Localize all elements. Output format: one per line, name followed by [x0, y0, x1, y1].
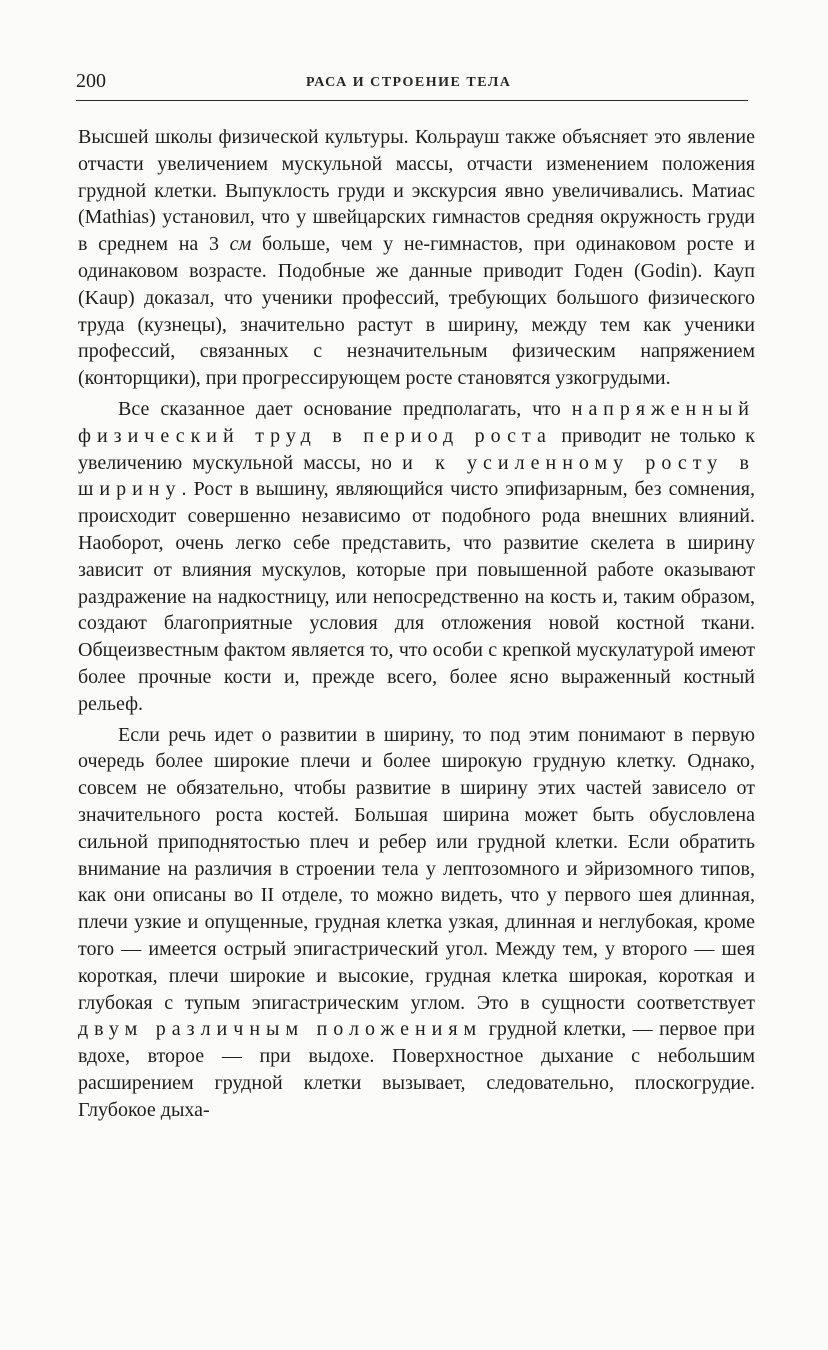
spaced-emphasis: напряженный физический труд в период роста: [78, 397, 755, 447]
paragraph-2: [78, 396, 755, 718]
text-segment: грудной клетки, — первое при вдохе, второе — при выдохе. Поверхностное дыхание с небольшим расширением грудной клетки вызывает, следовательно, плоскогрудие. Глубокое дыха-: [78, 1018, 755, 1121]
text-segment: . Рост в вышину, являющийся чисто эпифизарным, без сомнения, происходит совершенно независимо от подобного рода внешних влияний. Наоборот, очень легко себе представить, что развитие скелета в ширину зависит от влияния мускулов, которые при повышенной работе оказывают раздражение на надкостницу, или непосредственно на кость и, таким образом, создают благоприятные условия для отложения новой костной ткани. Общеизвестным фактом является то, что особи с крепкой мускулатурой имеют более прочные кости и, прежде всего, более ясно выраженный костный рельеф.: [78, 478, 755, 715]
unit-text: см: [229, 233, 252, 256]
spaced-emphasis: двум различным положениям: [78, 1018, 483, 1041]
body-text: [78, 124, 755, 1127]
text-segment: Все сказанное дает основание предполагать, что: [118, 397, 572, 420]
text-segment: Если речь идет о развитии в ширину, то под этим понимают в первую очередь более широкие плечи и более широкую грудную клетку. Однако, совсем не обязательно, чтобы развитие в ширину этих частей зависело от значительного роста костей. Большая ширина может быть обусловлена сильной приподнятостью плеч и ребер или грудной клетки. Если обратить внимание на различия в строении тела у лептозомного и эйризомного типов, как они описаны во II отделе, то можно видеть, что у первого шея длинная, плечи узкие и опущенные, грудная клетка узкая, длинная и неглубокая, кроме того — имеется острый эпигастрический угол. Между тем, у второго — шея короткая, плечи широкие и высокие, грудная клетка широкая, короткая и глубокая с тупым эпигастрическим углом. Это в сущности соответствует: [78, 723, 755, 1014]
paragraph-3: [78, 722, 755, 1124]
spaced-emphasis: и к усиленному росту в ширину: [78, 451, 755, 501]
text-segment: приводит не только к увеличению мускульной массы, но: [78, 424, 755, 474]
running-head: РАСА И СТРОЕНИЕ ТЕЛА: [306, 75, 512, 90]
text-segment: больше, чем у не-гимнастов, при одинаковом росте и одинаковом возрасте. Подобные же данные приводит Годен (Godin). Кауп (Kaup) доказал, что ученики профессий, требующих большого физического труда (кузнецы), значительно растут в ширину, между тем как ученики профессий, связанных с незначительным физическим напряжением (конторщики), при прогрессирующем росте становятся узкогрудыми.: [78, 233, 755, 390]
page-header: [76, 64, 748, 101]
paragraph-1: [78, 124, 755, 392]
page-number: 200: [76, 70, 106, 92]
text-segment: Высшей школы физической культуры. Кольрауш также объясняет это явление отчасти увеличением мускульной массы, отчасти изменением положения грудной клетки. Выпуклость груди и экскурсия явно увеличивались. Матиас (Mathias) установил, что у швейцарских гимнастов средняя окружность груди в среднем на 3: [78, 126, 755, 256]
